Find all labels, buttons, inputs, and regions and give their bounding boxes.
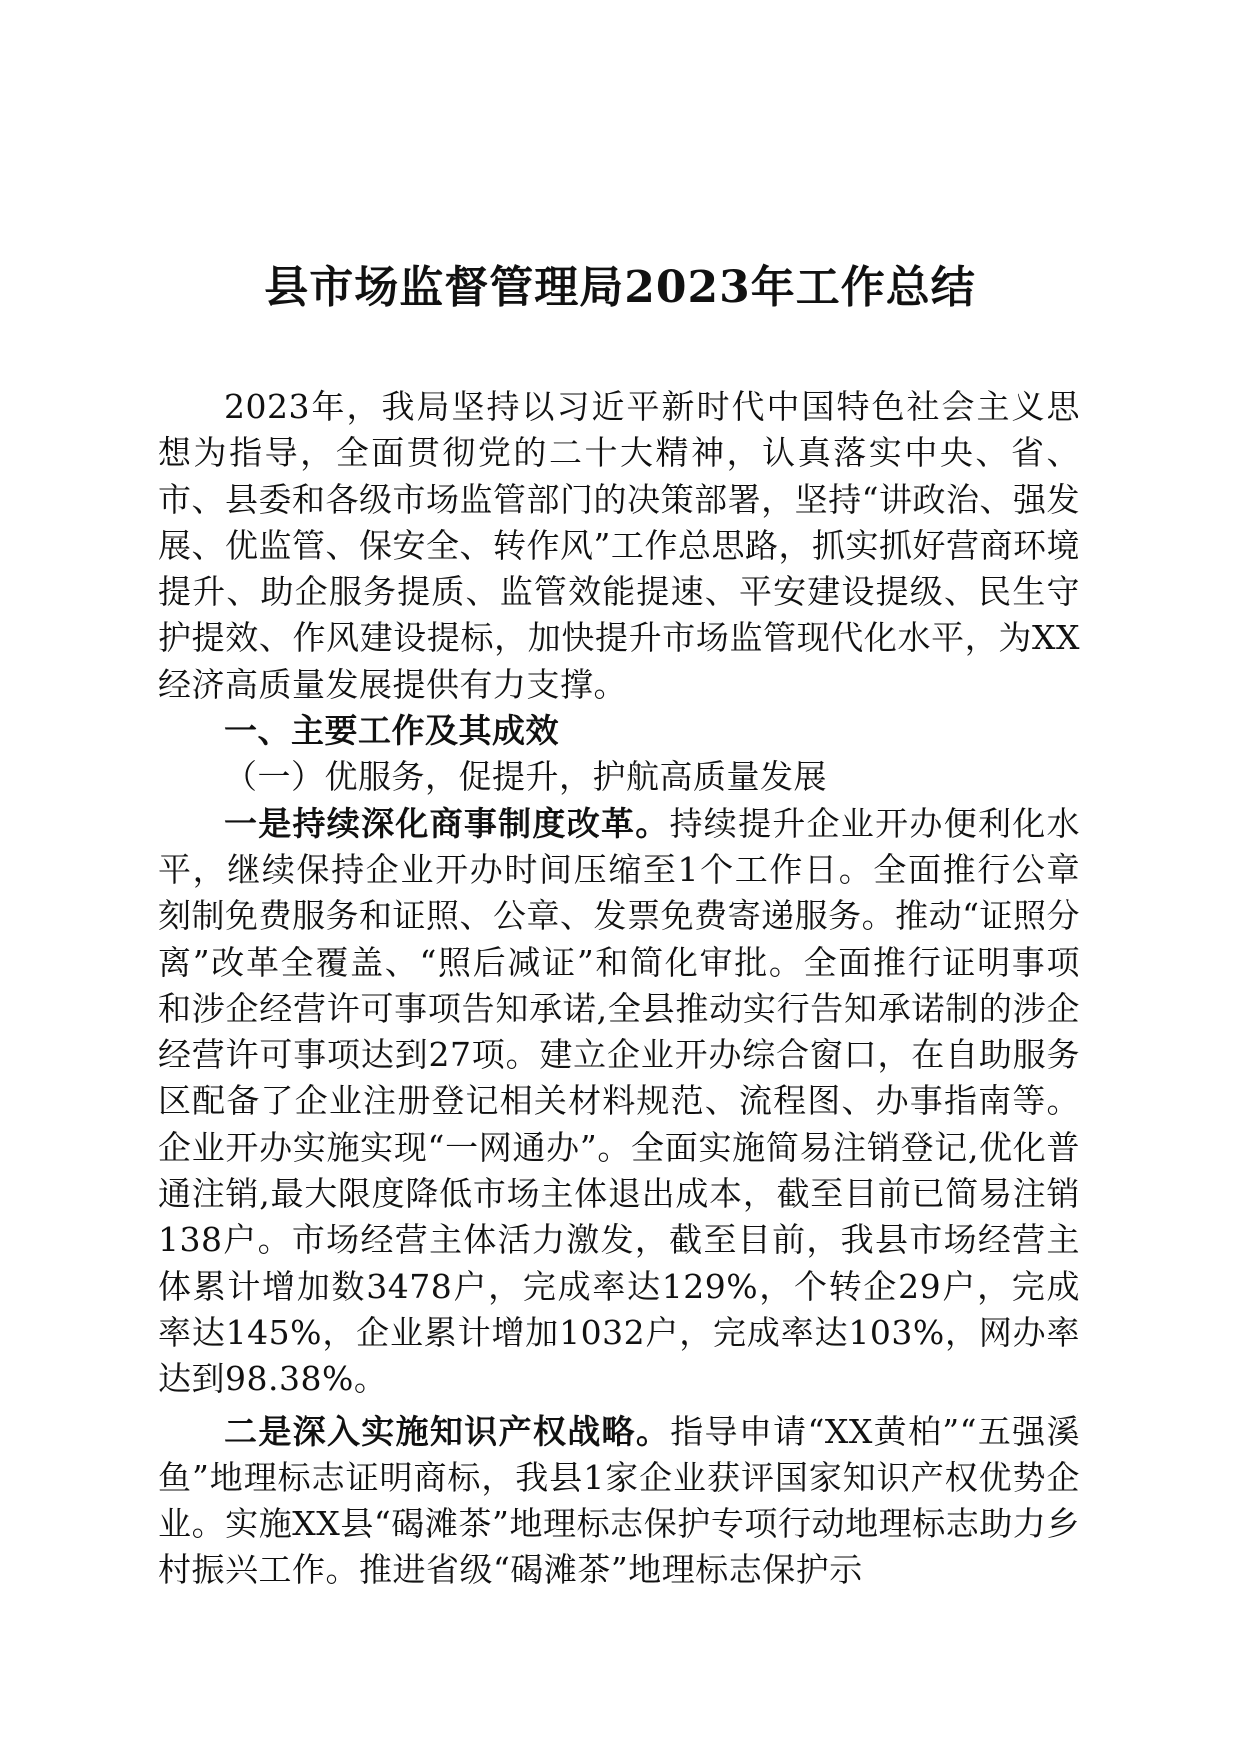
intro-paragraph: 2023年，我局坚持以习近平新时代中国特色社会主义思想为指导，全面贯彻党的二十大精神，认真落实中央、省、市、县委和各级市场监管部门的决策部署，坚持“讲政治、强发展、优监管、保安全、转作风”工作总思路，抓实抓好营商环境提升、助企服务提质、监管效能提速、平安建设提级、民生守护提效、作风建设提标，加快提升市场监管现代化水平，为XX经济高质量发展提供有力支撑。 <box>158 387 1080 704</box>
work-item-2-text: 指导申请“XX黄柏”“五强溪鱼”地理标志证明商标，我县1家企业获评国家知识产权优势企业。实施XX县“碣滩茶”地理标志保护专项行动地理标志助力乡村振兴工作。推进省级“碣滩茶”地理标志保护示 <box>158 1411 1080 1590</box>
work-item-1-lead: 一是持续深化商事制度改革。 <box>224 803 670 843</box>
document-body <box>158 384 1080 1594</box>
section-heading-1: 一、主要工作及其成效 <box>224 711 559 751</box>
work-item-1-text: 持续提升企业开办便利化水平，继续保持企业开办时间压缩至1个工作日。全面推行公章刻制免费服务和证照、公章、发票免费寄递服务。推动“证照分离”改革全覆盖、“照后减证”和简化审批。全面推行证明事项和涉企经营许可事项告知承诺,全县推动实行告知承诺制的涉企经营许可事项达到27项。建立企业开办综合窗口，在自助服务区配备了企业注册登记相关材料规范、流程图、办事指南等。企业开办实施实现“一网通办”。全面实施简易注销登记,优化普通注销,最大限度降低市场主体退出成本，截至目前已简易注销138户。市场经营主体活力激发，截至目前，我县市场经营主体累计增加数3478户，完成率达129%，个转企29户，完成率达145%，企业累计增加1032户，完成率达103%，网办率达到98.38%。 <box>158 803 1081 1399</box>
work-item-2 <box>158 1409 1080 1594</box>
work-item-2-lead: 二是深入实施知识产权战略。 <box>224 1411 671 1451</box>
work-item-1 <box>158 801 1080 1403</box>
subsection-heading-1: （一）优服务，促提升，护航高质量发展 <box>224 757 827 797</box>
document-title: 县市场监督管理局2023年工作总结 <box>264 262 976 313</box>
